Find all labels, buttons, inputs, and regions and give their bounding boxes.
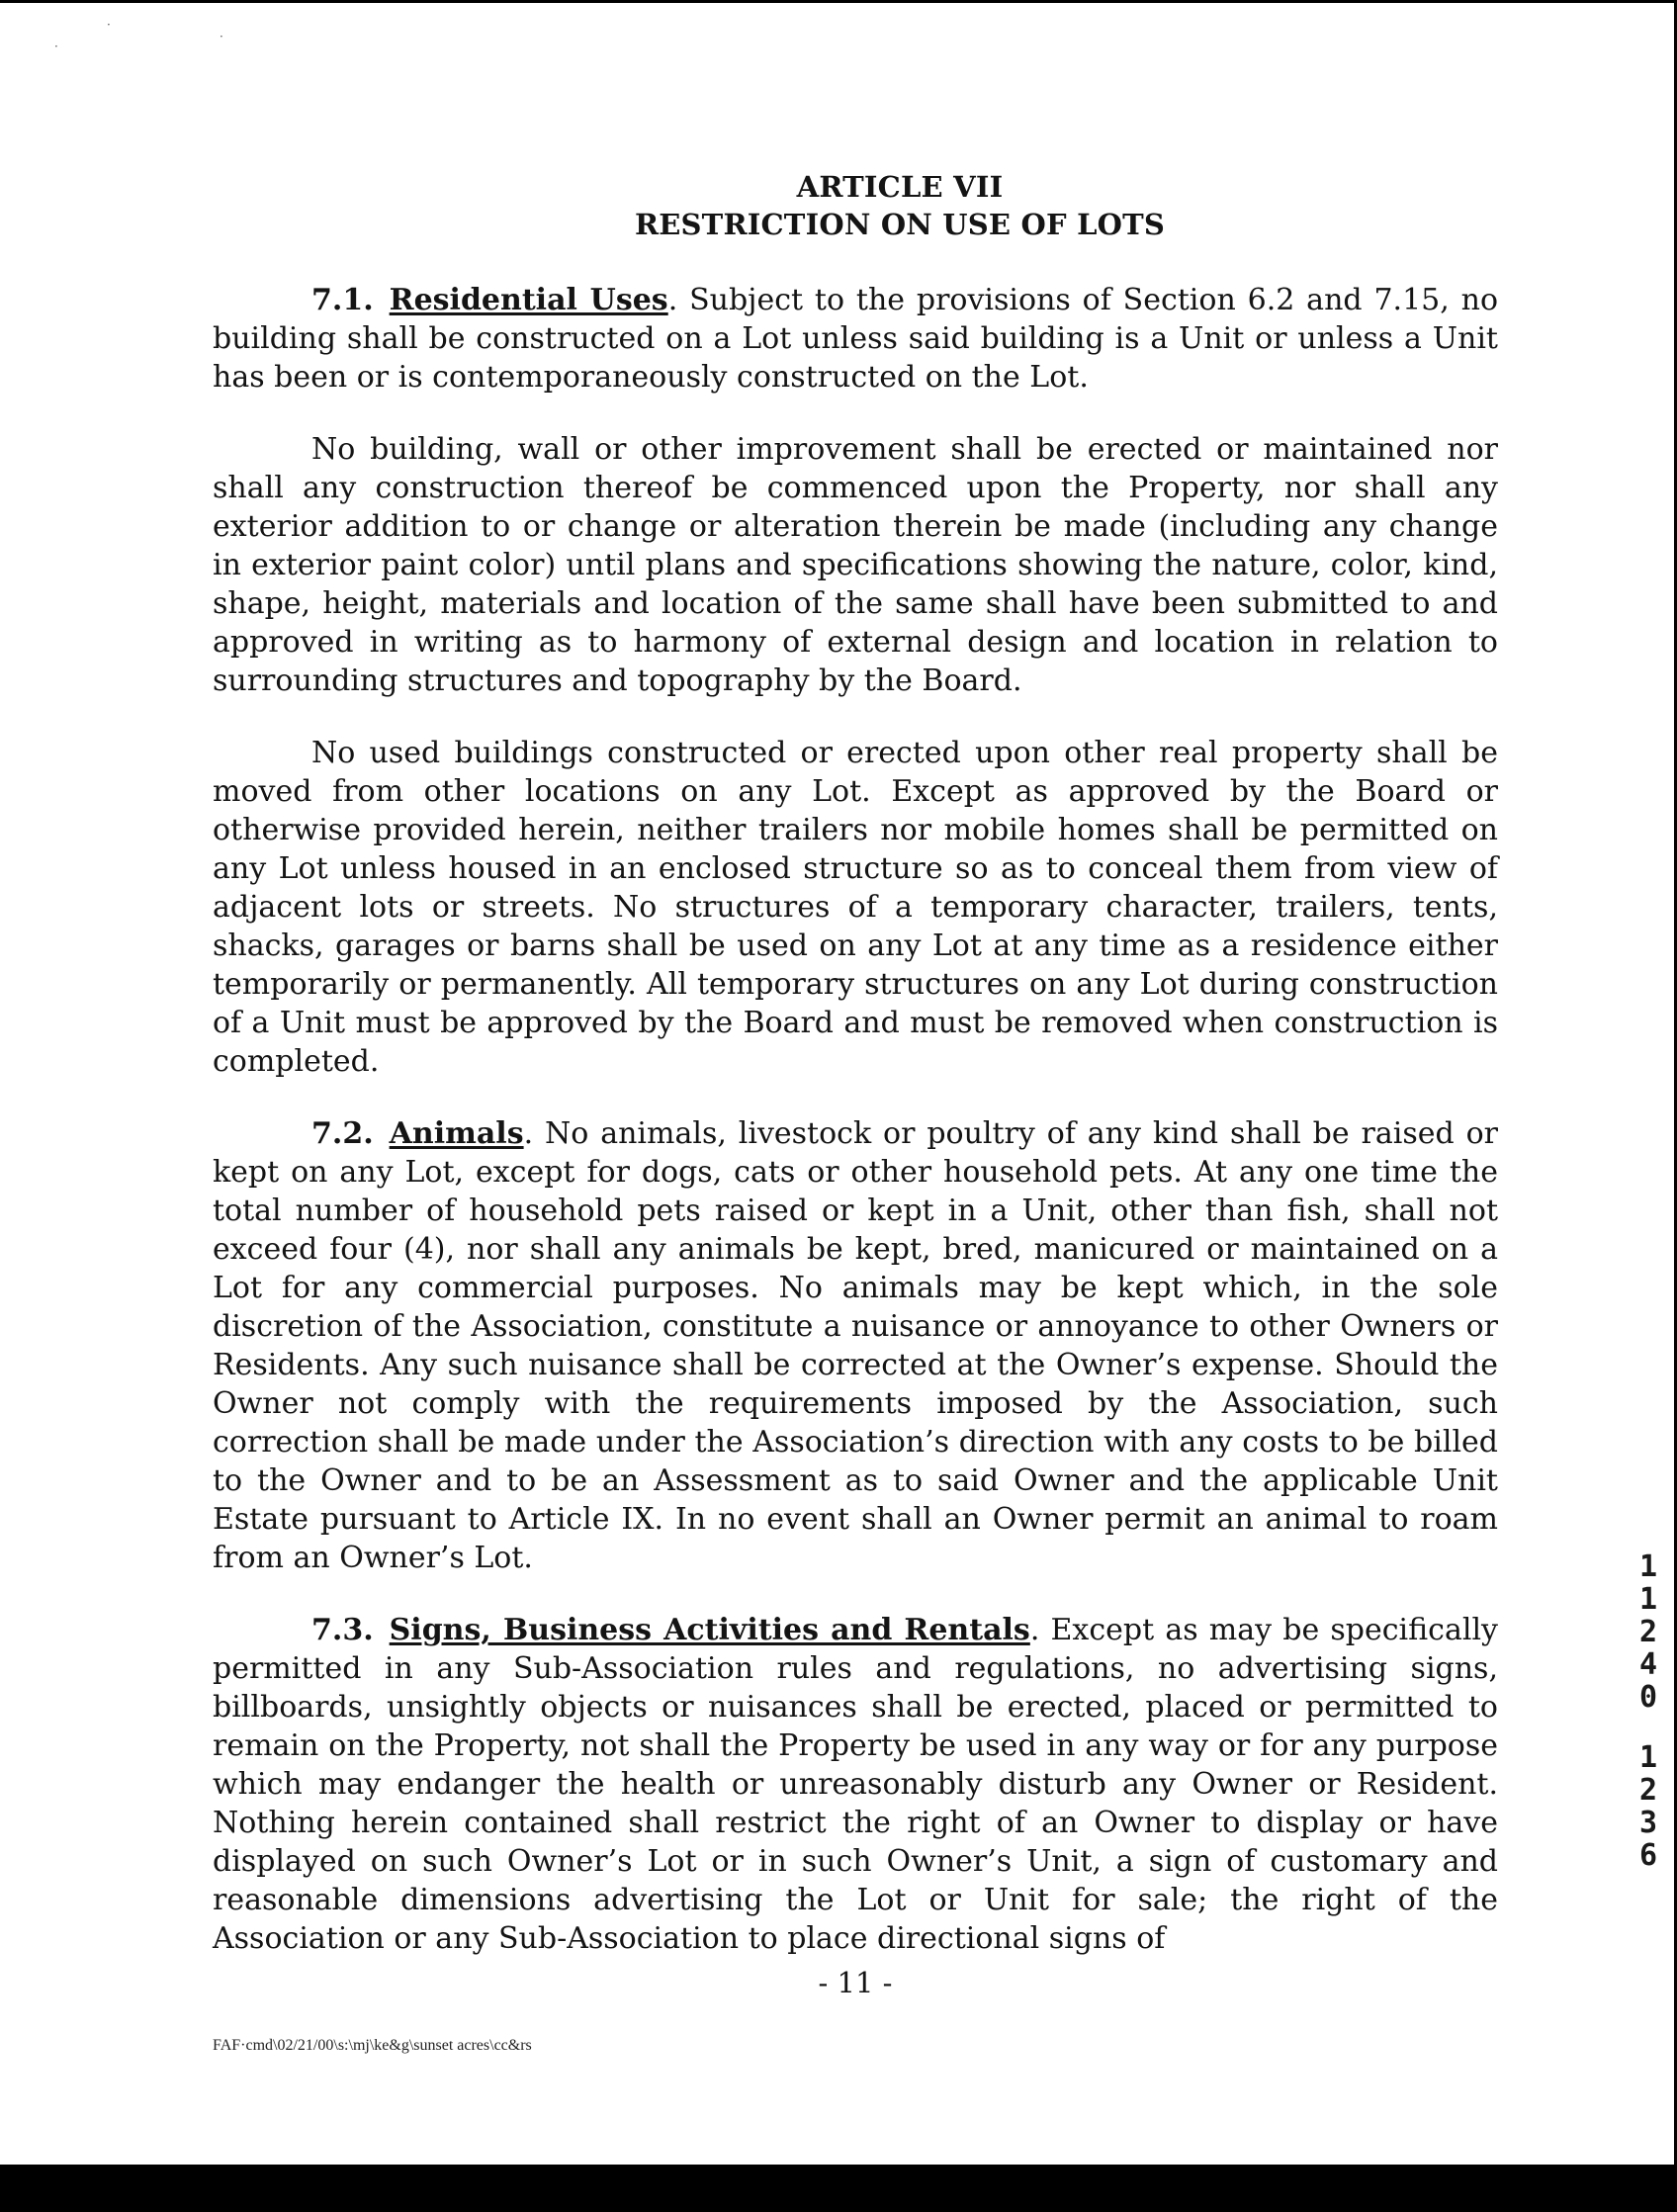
section-title: Residential Uses: [389, 283, 668, 317]
section-text: No animals, livestock or poultry of any kind shall be raised or kept on any Lot, except for dogs, cats or other household pets. At any one time the total number of household pets raised or kept in a Unit, other than fish, shall not exceed four (4), nor shall any animals be kept, bred, manicured or maintained on a Lot for any commercial purposes. No animals may be kept which, in the sole discretion of the Association, constitute a nuisance or annoyance to other Owners or Residents. Any such nuisance shall be corrected at the Owner’s expense. Should the Owner not comply with the requirements imposed by the Association, such correction shall be made under the Association’s direction with any costs to be billed to the Owner and to be an Assessment as to said Owner and the applicable Unit Estate pursuant to Article IX. In no event shall an Owner permit an animal to roam from an Owner’s Lot.: [213, 1116, 1498, 1575]
article-subheading: RESTRICTION ON USE OF LOTS: [634, 208, 1166, 241]
footer-file-path: FAF·cmd\02/21/00\s:\mj\ke&g\sunset acres\cc&rs: [213, 2037, 532, 2054]
section-7-1-paragraph: 7.1. Residential Uses. Subject to the provisions of Section 6.2 and 7.15, no building shall be constructed on a Lot unless said building is a Unit or unless a Unit has been or is contemporaneously constructed on the Lot.: [213, 283, 1499, 395]
stamp-digit: 6: [1638, 1838, 1658, 1873]
stamp-digit: 3: [1638, 1806, 1658, 1840]
stamp-digit: 2: [1638, 1615, 1658, 1649]
stamp-digit: 1: [1638, 1582, 1658, 1617]
document-body: [213, 281, 1498, 1991]
article-heading: ARTICLE VII: [796, 170, 1004, 204]
scan-border-top: [0, 0, 1677, 3]
body-paragraph: No used buildings constructed or erected upon other real property shall be moved from other locations on any Lot. Except as approved by the Board or otherwise provided herein, neither trailers nor mobile homes shall be permitted on any Lot unless housed in an enclosed structure so as to conceal them from view of adjacent lots or streets. No structures of a temporary character, trailers, tents, shacks, garages or barns shall be used on any Lot at any time as a residence either temporarily or permanently. All temporary structures on any Lot during construction of a Unit must be approved by the Board and must be removed when construction is completed.: [213, 736, 1498, 1079]
page-number: - 11 -: [818, 1966, 893, 1999]
section-title: Animals: [389, 1116, 524, 1151]
stamp-digit: 1: [1638, 1549, 1658, 1584]
section-number: 7.1.: [311, 283, 374, 317]
stamp-digit: 1: [1638, 1740, 1658, 1775]
stamp-digit: 0: [1638, 1680, 1658, 1715]
section-number: 7.2.: [311, 1116, 374, 1151]
scan-speck: ·: [220, 30, 223, 44]
section-text: Except as may be specifically permitted in any Sub-Association rules and regulations, no advertising signs, billboards, unsightly objects or nuisances shall be erected, placed or permitted to remain on the Property, not shall the Property be used in any way or for any purpose which may endanger the health or unreasonably disturb any Owner or Resident. Nothing herein contained shall restrict the right of an Owner to display or have displayed on such Owner’s Lot or in such Owner’s Unit, a sign of customary and reasonable dimensions advertising the Lot or Unit for sale; the right of the Association or any Sub-Association to place directional signs of: [213, 1613, 1498, 1956]
margin-recording-number: [1633, 1550, 1663, 1872]
body-paragraph: No building, wall or other improvement shall be erected or maintained nor shall any construction thereof be commenced upon the Property, nor shall any exterior addition to or change or alteration therein be made (including any change in exterior paint color) until plans and specifications showing the nature, color, kind, shape, height, materials and location of the same shall have been submitted to and approved in writing as to harmony of external design and location in relation to surrounding structures and topography by the Board.: [213, 432, 1498, 698]
section-7-3-paragraph: 7.3. Signs, Business Activities and Rentals. Except as may be specifically permitted in any Sub-Association rules and regulations, no advertising signs, billboards, unsightly objects or nuisances shall be erected, placed or permitted to remain on the Property, not shall the Property be used in any way or for any purpose which may endanger the health or unreasonably disturb any Owner or Resident. Nothing herein contained shall restrict the right of an Owner to display or have displayed on such Owner’s Lot or in such Owner’s Unit, a sign of customary and reasonable dimensions advertising the Lot or Unit for sale; the right of the Association or any Sub-Association to place directional signs of: [213, 1613, 1498, 1956]
section-number: 7.3.: [311, 1613, 374, 1647]
scan-speck: ·: [107, 18, 111, 32]
section-7-2-paragraph: 7.2. Animals. No animals, livestock or poultry of any kind shall be raised or kept on any Lot, except for dogs, cats or other household pets. At any one time the total number of household pets raised or kept in a Unit, other than fish, shall not exceed four (4), nor shall any animals be kept, bred, manicured or maintained on a Lot for any commercial purposes. No animals may be kept which, in the sole discretion of the Association, constitute a nuisance or annoyance to other Owners or Residents. Any such nuisance shall be corrected at the Owner’s expense. Should the Owner not comply with the requirements imposed by the Association, such correction shall be made under the Association’s direction with any costs to be billed to the Owner and to be an Assessment as to said Owner and the applicable Unit Estate pursuant to Article IX. In no event shall an Owner permit an animal to roam from an Owner’s Lot.: [213, 1116, 1498, 1575]
scan-border-bottom: [0, 2165, 1677, 2212]
scan-speck: ·: [54, 40, 58, 53]
section-title: Signs, Business Activities and Rentals: [389, 1613, 1030, 1647]
section-text: Subject to the provisions of Section 6.2 and 7.15, no building shall be constructed on a Lot unless said building is a Unit or unless a Unit has been or is contemporaneously constructed on the Lot.: [213, 283, 1499, 395]
stamp-digit: 2: [1638, 1773, 1658, 1808]
stamp-digit: 4: [1638, 1647, 1658, 1682]
